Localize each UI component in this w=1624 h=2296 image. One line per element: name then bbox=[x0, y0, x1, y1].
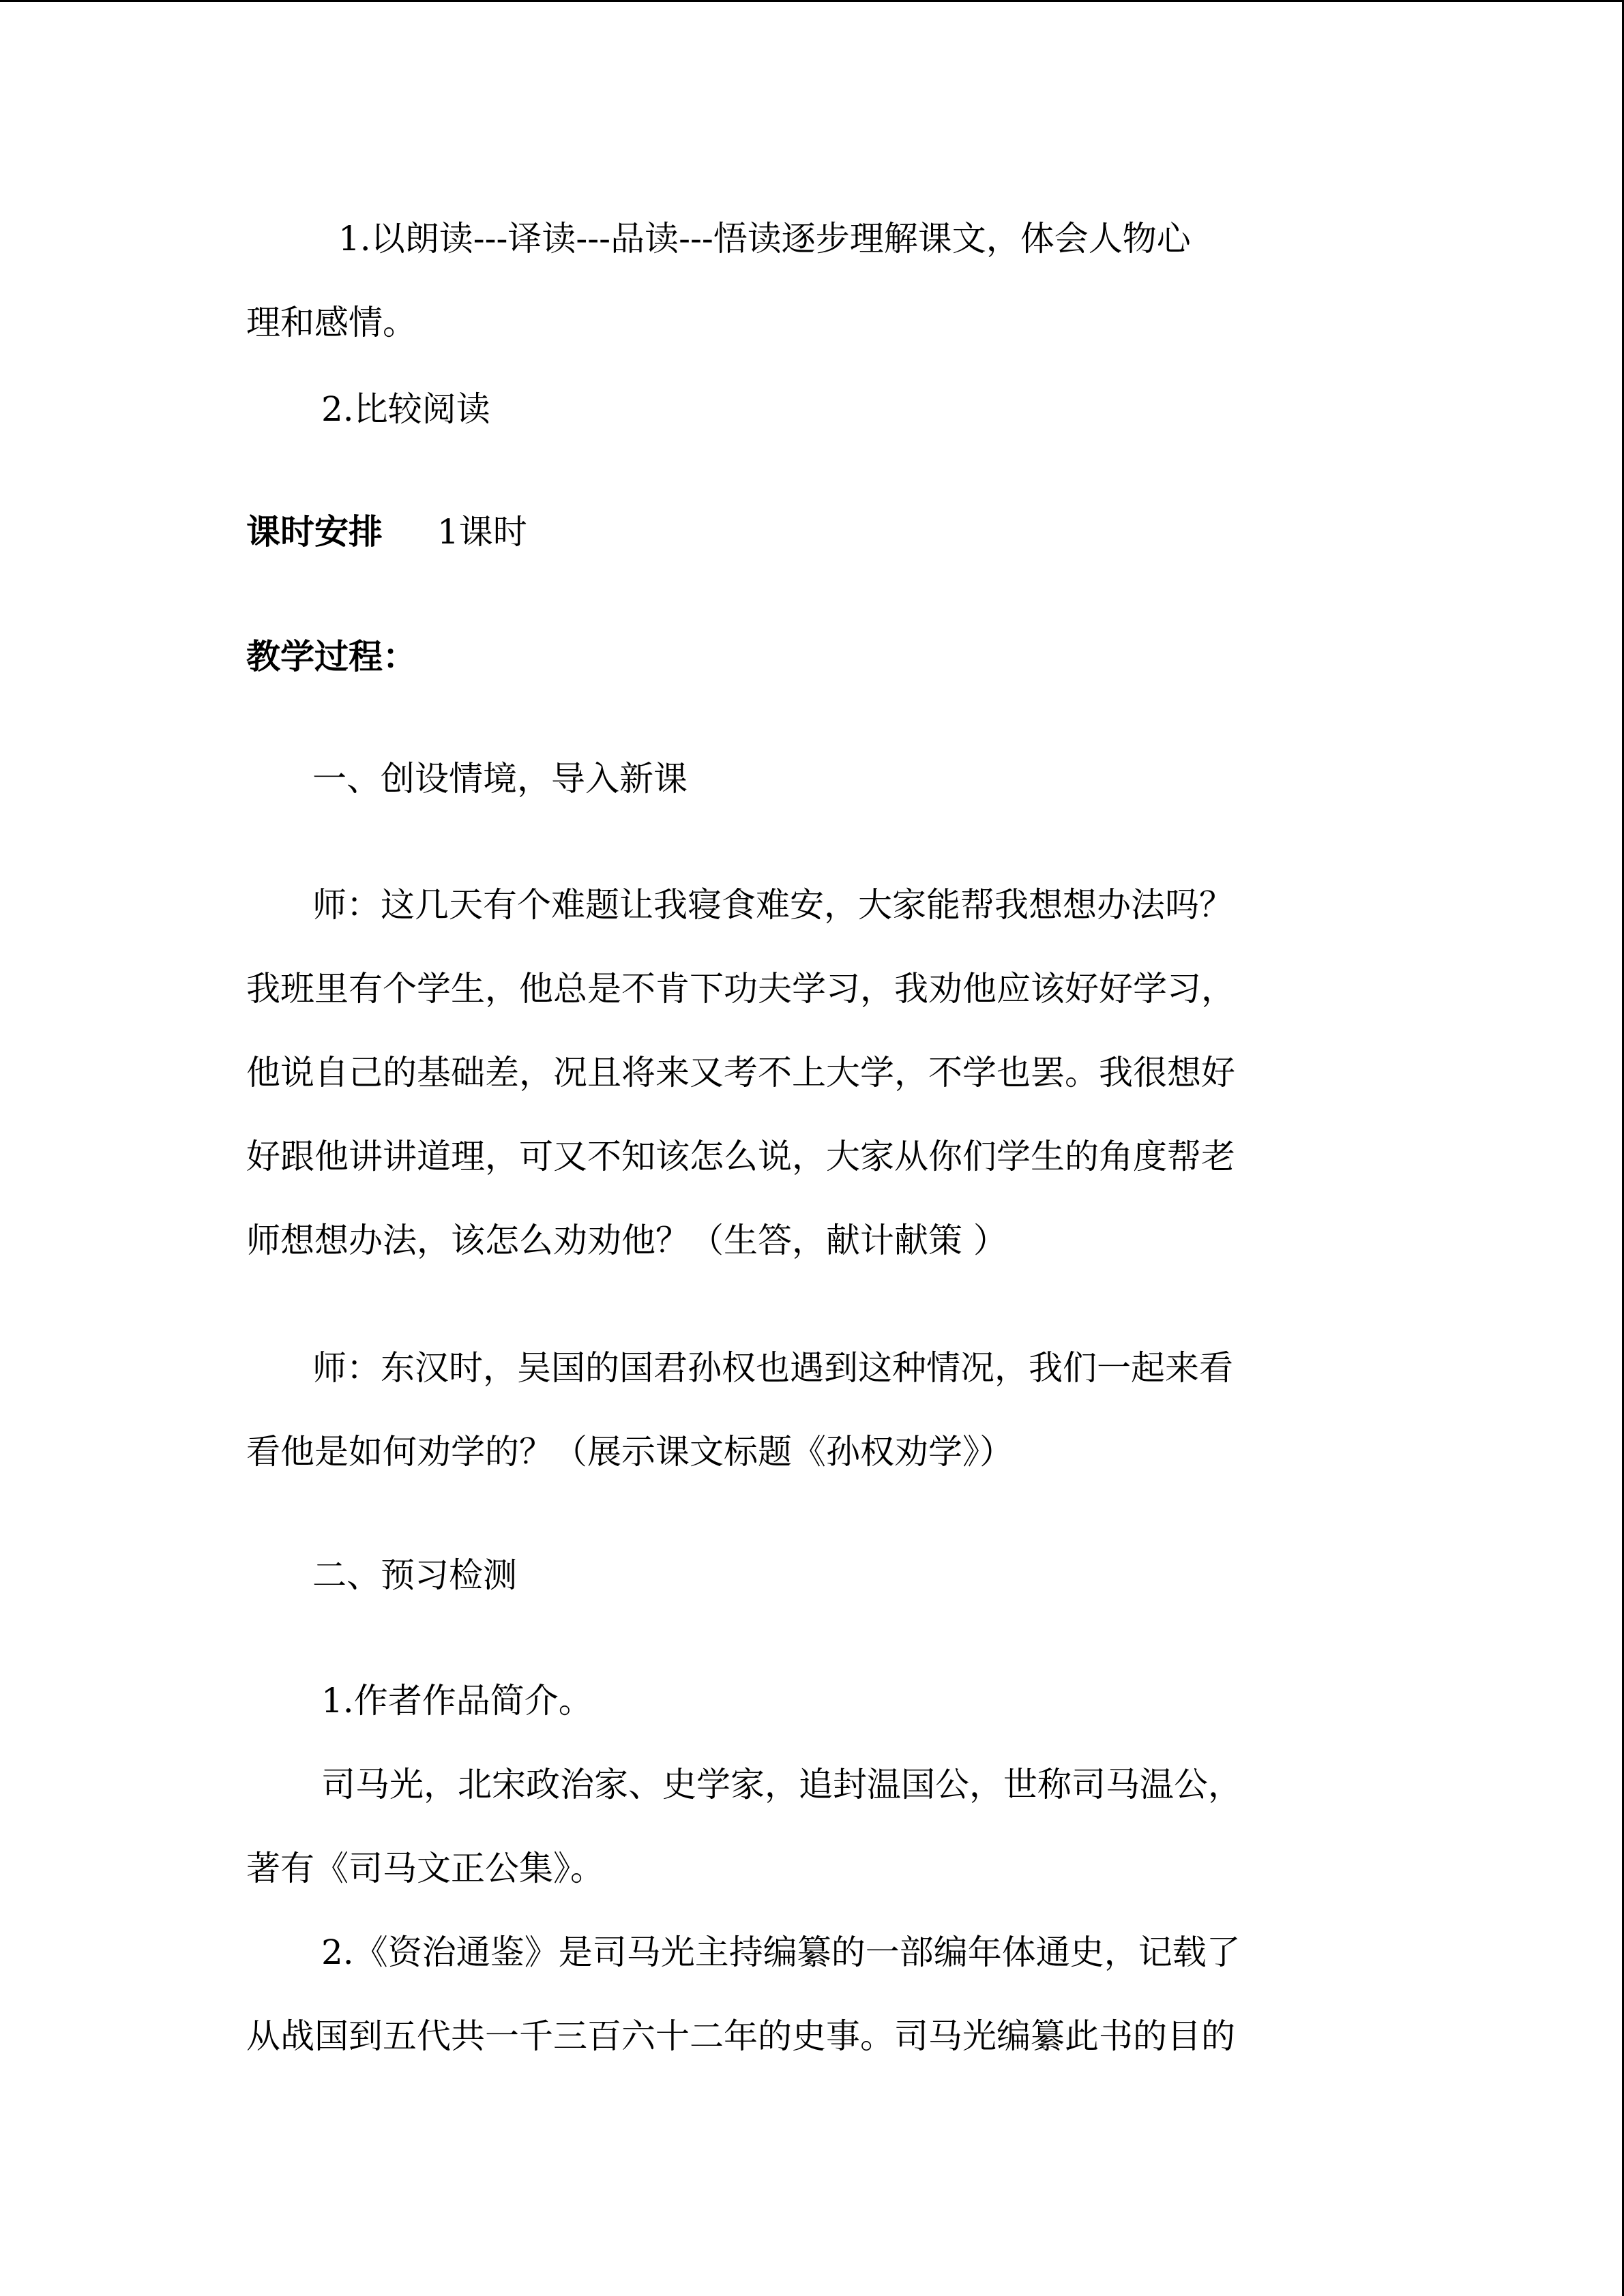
preview-item-2-line-2: 从战国到五代共一千三百六十二年的史事。司马光编纂此书的目的 bbox=[246, 2016, 1235, 2056]
schedule-value: 1课时 bbox=[437, 512, 527, 552]
schedule-row bbox=[246, 511, 527, 552]
paragraph-1-line-2: 我班里有个学生，他总是不肯下功夫学习，我劝他应该好好学习， bbox=[246, 969, 1235, 1009]
paragraph-1-line-3: 他说自己的基础差，况且将来又考不上大学，不学也罢。我很想好 bbox=[246, 1053, 1235, 1092]
method-item-2: 2.比较阅读 bbox=[321, 389, 490, 429]
paragraph-1-line-1: 师：这几天有个难题让我寝食难安，大家能帮我想想办法吗？ bbox=[312, 885, 1233, 925]
paragraph-2-line-2: 看他是如何劝学的？（展示课文标题《孙权劝学》） bbox=[246, 1432, 1014, 1472]
preview-item-1: 1.作者作品简介。 bbox=[321, 1681, 593, 1720]
subsection-heading-1: 一、创设情境，导入新课 bbox=[312, 759, 688, 799]
paragraph-1-line-4: 好跟他讲讲道理，可又不知该怎么说，大家从你们学生的角度帮老 bbox=[246, 1137, 1235, 1176]
method-item-1-cont: 理和感情。 bbox=[246, 303, 417, 342]
paragraph-2-line-1: 师：东汉时，吴国的国君孙权也遇到这种情况，我们一起来看 bbox=[312, 1348, 1233, 1388]
paragraph-1-line-5: 师想想办法，该怎么劝劝他？（生答，献计献策 ） bbox=[246, 1221, 1007, 1260]
page-border-top bbox=[0, 0, 1624, 2]
schedule-label: 课时安排 bbox=[246, 511, 383, 552]
preview-item-2-line-1: 2.《资治通鉴》是司马光主持编纂的一部编年体通史，记载了 bbox=[321, 1933, 1241, 1972]
subsection-heading-2: 二、预习检测 bbox=[312, 1555, 517, 1595]
author-intro-line-1: 司马光，北宋政治家、史学家，追封温国公，世称司马温公， bbox=[321, 1765, 1242, 1804]
method-item-1: 1.以朗读---译读---品读---悟读逐步理解课文，体会人物心 bbox=[338, 219, 1191, 258]
author-intro-line-2: 著有《司马文正公集》。 bbox=[246, 1849, 604, 1888]
section-heading-process: 教学过程： bbox=[246, 636, 417, 676]
